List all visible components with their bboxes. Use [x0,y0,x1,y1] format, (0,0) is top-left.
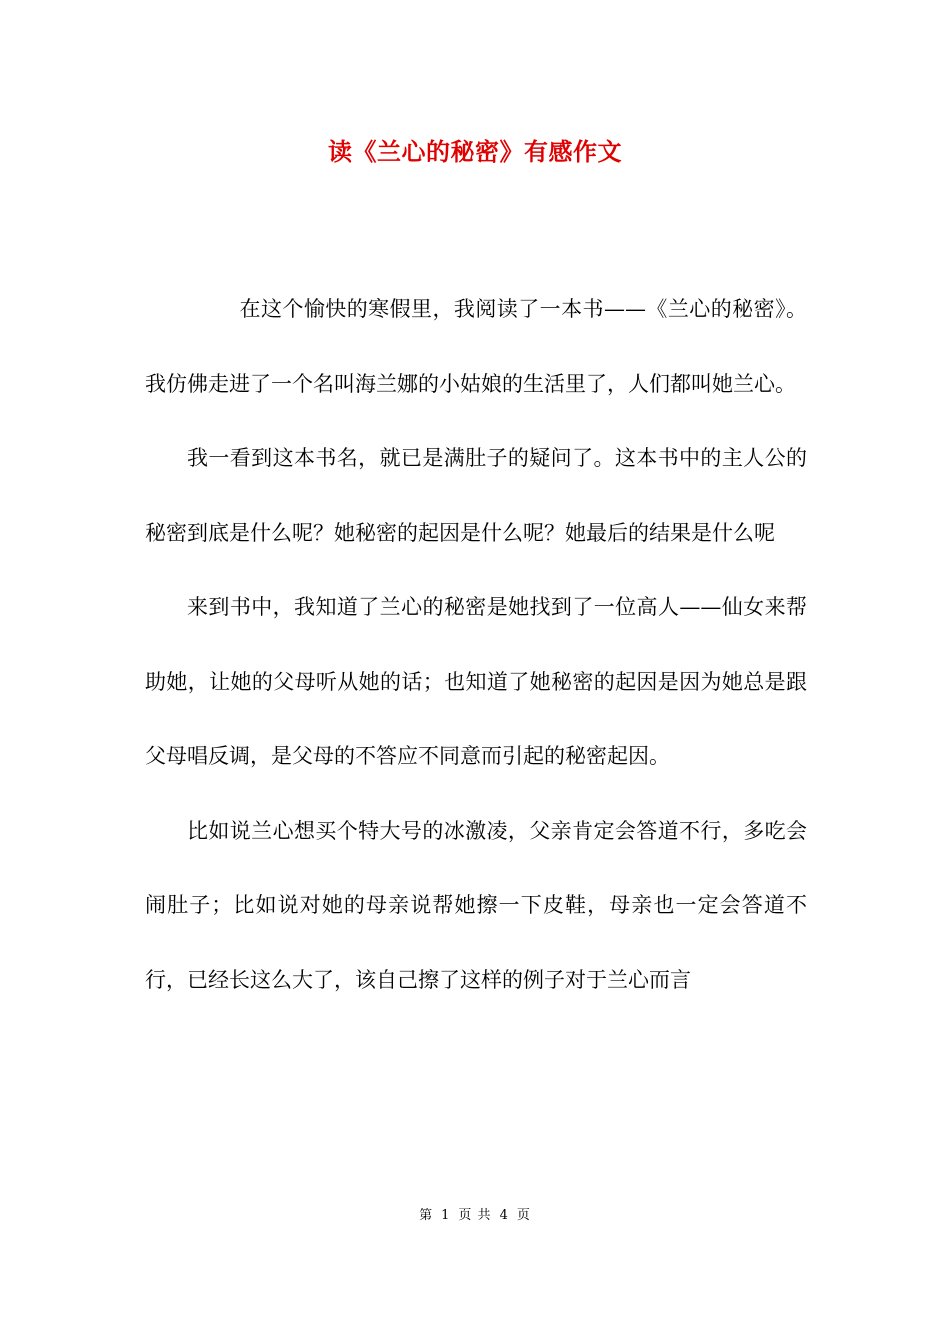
paragraph-2: 我一看到这本书名，就已是满肚子的疑问了。这本书中的主人公的秘密到底是什么呢？她秘密的起因是什么呢？她最后的结果是什么呢 [145,446,807,545]
footer-middle: 页 共 [458,1208,492,1223]
footer-prefix: 第 [419,1208,434,1223]
document-title: 读《兰心的秘密》有感作文 [328,137,622,166]
document-body [145,272,807,1017]
footer-suffix: 页 [516,1208,531,1223]
footer-total-pages: 4 [499,1208,509,1223]
footer-page-number: 1 [441,1208,451,1223]
paragraph-1: 在这个愉快的寒假里，我阅读了一本书——《兰心的秘密》。我仿佛走进了一个名叫海兰娜的小姑娘的生活里了，人们都叫她兰心。 [145,297,807,396]
page-footer [0,1206,950,1226]
paragraph-4: 比如说兰心想买个特大号的冰激凌，父亲肯定会答道不行，多吃会闹肚子；比如说对她的母亲说帮她擦一下皮鞋，母亲也一定会答道不行，已经长这么大了，该自己擦了这样的例子对于兰心而言 [145,818,807,992]
paragraph-3: 来到书中，我知道了兰心的秘密是她找到了一位高人——仙女来帮助她，让她的父母听从她的话；也知道了她秘密的起因是因为她总是跟父母唱反调，是父母的不答应不同意而引起的秘密起因。 [145,595,807,768]
